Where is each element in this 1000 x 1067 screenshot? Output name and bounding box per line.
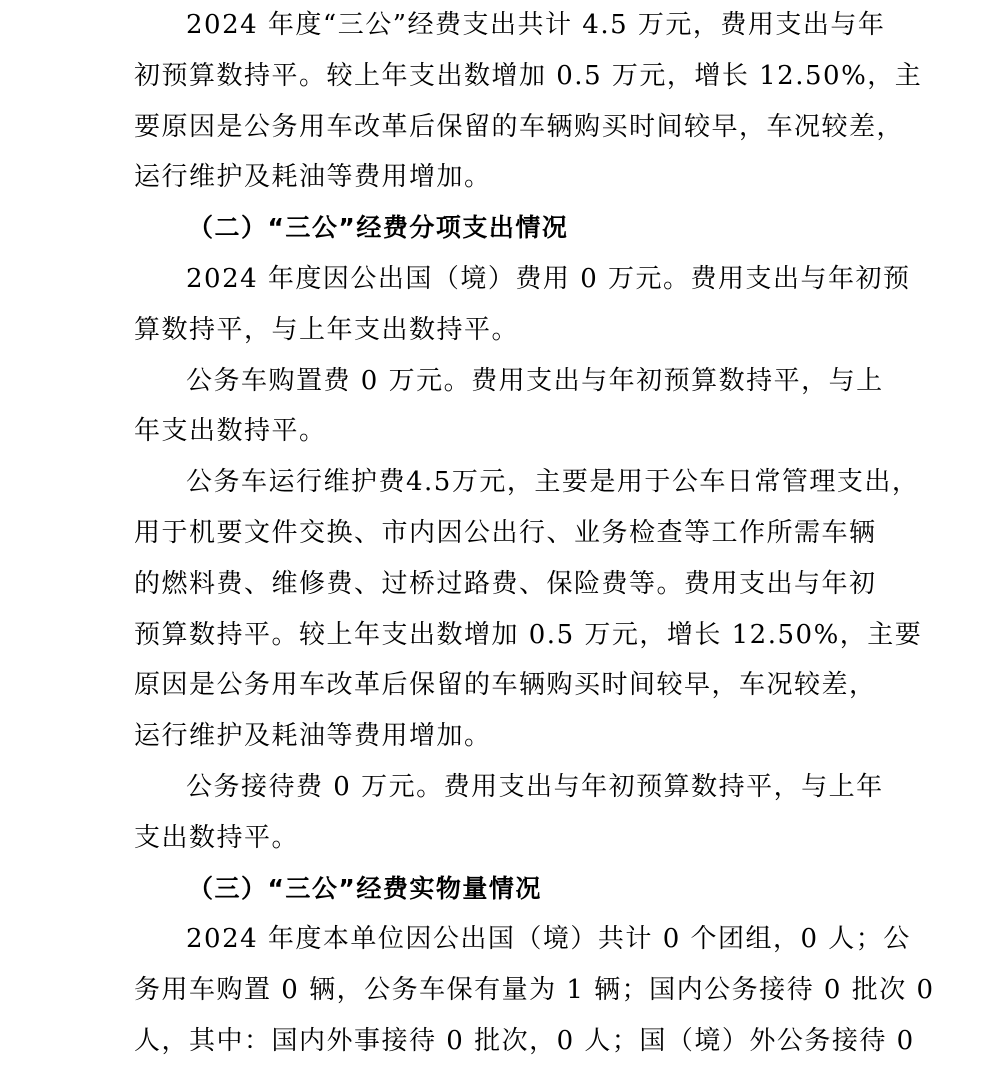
text-line: 公务车运行维护费4.5万元，主要是用于公车日常管理支出， xyxy=(186,467,920,498)
document-body xyxy=(134,0,935,1067)
text-line: 运行维护及耗油等费用增加。 xyxy=(134,162,492,193)
text-line: 2024 年度本单位因公出国（境）共计 0 个团组，0 人；公 xyxy=(186,924,911,955)
text-line: 预算数持平。较上年支出数增加 0.5 万元，增长 12.50%，主要 xyxy=(134,619,923,650)
section-heading-itemized-spending xyxy=(134,203,894,254)
text-line: 2024 年度因公出国（境）费用 0 万元。费用支出与年初预 xyxy=(186,263,911,294)
section-heading-physical-quantities xyxy=(134,864,894,915)
text-line: 算数持平，与上年支出数持平。 xyxy=(134,314,520,345)
text-line: 务用车购置 0 辆，公务车保有量为 1 辆；国内公务接待 0 批次 0 xyxy=(134,975,935,1006)
text-line: 要原因是公务用车改革后保留的车辆购买时间较早，车况较差， xyxy=(134,111,905,142)
heading-text: （三）“三公”经费实物量情况 xyxy=(188,873,542,903)
text-line: 2024 年度“三公”经费支出共计 4.5 万元，费用支出与年 xyxy=(186,10,886,40)
text-line: 公务接待费 0 万元。费用支出与年初预算数持平，与上年 xyxy=(186,771,884,802)
paragraph-total-spending xyxy=(134,0,923,203)
paragraph-quantities xyxy=(134,914,935,1066)
text-line: 公务车购置费 0 万元。费用支出与年初预算数持平，与上 xyxy=(186,365,884,396)
text-line: 用于机要文件交换、市内因公出行、业务检查等工作所需车辆 xyxy=(134,517,877,548)
text-line: 运行维护及耗油等费用增加。 xyxy=(134,721,492,752)
paragraph-overseas-travel xyxy=(134,254,911,356)
text-line: 的燃料费、维修费、过桥过路费、保险费等。费用支出与年初 xyxy=(134,568,877,599)
heading-text: （二）“三公”经费分项支出情况 xyxy=(188,213,569,243)
paragraph-vehicle-maintenance xyxy=(134,457,923,762)
paragraph-vehicle-purchase xyxy=(134,356,894,458)
text-line: 年支出数持平。 xyxy=(134,416,327,447)
paragraph-official-reception xyxy=(134,762,894,864)
text-line: 支出数持平。 xyxy=(134,822,300,853)
text-line: 人，其中：国内外事接待 0 批次，0 人；国（境）外公务接待 0 xyxy=(134,1025,915,1056)
text-line: 初预算数持平。较上年支出数增加 0.5 万元，增长 12.50%，主 xyxy=(134,60,923,91)
text-line: 原因是公务用车改革后保留的车辆购买时间较早，车况较差， xyxy=(134,670,877,701)
